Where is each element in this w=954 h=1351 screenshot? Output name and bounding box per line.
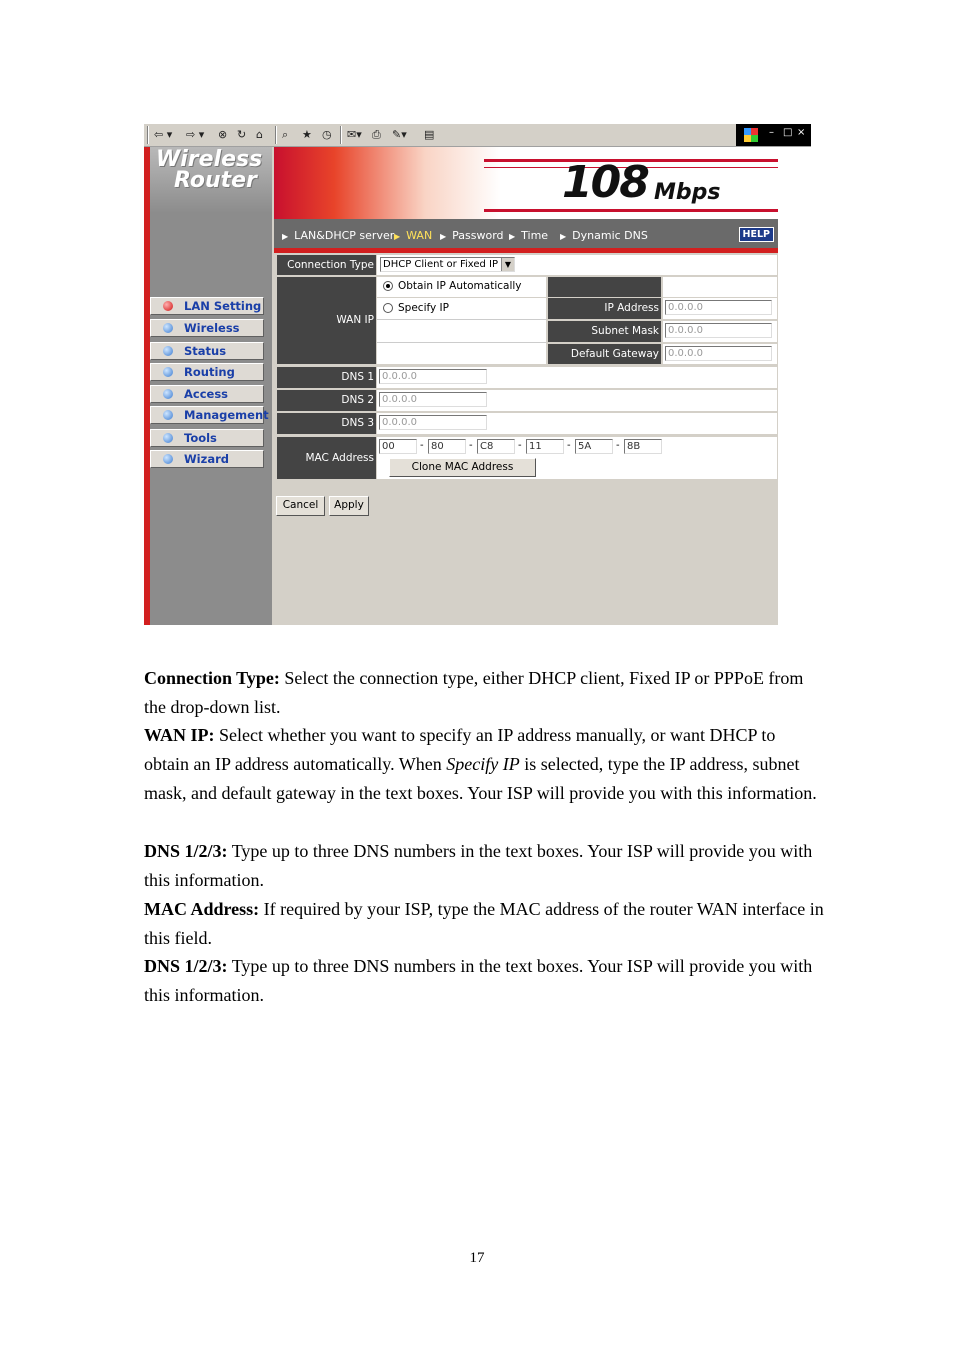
forward-button[interactable]: ⇨ ▾ xyxy=(186,128,205,141)
wan-ip-label: WAN IP xyxy=(277,277,376,364)
desc-wan-ip-b: is selected, type the IP address, subnet mask, and default gateway in the text boxes. Your ISP will provide you with this information. xyxy=(144,754,817,803)
desc-wan-ip-a: Select whether you want to specify an IP address manually, or want DHCP to obtain an IP address automatically. When xyxy=(144,725,776,774)
sidebar-item-access[interactable]: Access xyxy=(150,385,264,403)
history-icon[interactable]: ◷ xyxy=(322,128,332,141)
paragraph-connection-type xyxy=(144,664,824,722)
wan-ip-header xyxy=(548,277,661,297)
sidebar xyxy=(144,147,272,625)
term-connection-type: Connection Type: xyxy=(144,668,280,688)
sidebar-item-lan-setting[interactable]: LAN Setting xyxy=(150,297,264,315)
mac-separator: - xyxy=(420,440,424,451)
discuss-icon[interactable]: ▤ xyxy=(424,128,435,141)
gateway-label: Default Gateway xyxy=(548,344,661,364)
sidebar-item-tools[interactable]: Tools xyxy=(150,429,264,447)
windows-logo-icon xyxy=(744,128,758,142)
tab-password[interactable]: ▶ Password xyxy=(440,229,504,244)
ip-address-label: IP Address xyxy=(548,298,661,319)
dns3-label: DNS 3 xyxy=(277,413,376,434)
connection-type-select[interactable]: DHCP Client or Fixed IP ▼ xyxy=(380,257,515,272)
bullet-icon xyxy=(163,367,173,377)
clone-mac-button[interactable]: Clone MAC Address xyxy=(389,458,536,477)
specify-ip-emphasis: Specify IP xyxy=(446,754,520,774)
desc-mac-address: If required by your ISP, type the MAC address of the router WAN interface in this field. xyxy=(144,899,824,948)
subnet-mask-input[interactable]: 0.0.0.0 xyxy=(665,323,772,338)
mail-icon[interactable]: ✉▾ xyxy=(347,128,362,141)
bullet-icon xyxy=(163,323,173,333)
close-button[interactable]: × xyxy=(797,127,806,138)
help-button[interactable]: HELP xyxy=(739,227,774,242)
dns2-label: DNS 2 xyxy=(277,390,376,411)
minimize-button[interactable]: – xyxy=(769,127,774,138)
dns1-label: DNS 1 xyxy=(277,367,376,388)
tab-time[interactable]: ▶ Time xyxy=(509,229,548,244)
obtain-auto-label: Obtain IP Automatically xyxy=(398,280,522,292)
mac-separator: - xyxy=(469,440,473,451)
specify-ip-radio[interactable] xyxy=(383,303,393,313)
sidebar-item-status[interactable]: Status xyxy=(150,342,264,360)
mac-octet-5[interactable]: 5A xyxy=(575,439,613,454)
restore-button[interactable]: □ xyxy=(783,127,793,138)
mac-octet-1[interactable]: 00 xyxy=(379,439,417,454)
favorites-icon[interactable]: ★ xyxy=(302,128,312,141)
chevron-down-icon: ▼ xyxy=(501,258,514,271)
ip-address-input[interactable]: 0.0.0.0 xyxy=(665,300,772,315)
sidebar-item-wizard[interactable]: Wizard xyxy=(150,450,264,468)
paragraph-wan-ip xyxy=(144,721,824,808)
term-dns-repeat: DNS 1/2/3: xyxy=(144,956,228,976)
toolbar-separator xyxy=(340,126,342,144)
row-divider xyxy=(377,342,546,343)
logo-line2: Router xyxy=(174,168,257,193)
stop-icon[interactable]: ⊗ xyxy=(218,128,228,141)
bullet-icon xyxy=(163,454,173,464)
back-button[interactable]: ⇦ ▾ xyxy=(154,128,173,141)
mac-address-label: MAC Address xyxy=(277,437,376,479)
sidebar-item-routing[interactable]: Routing xyxy=(150,363,264,381)
obtain-auto-radio[interactable] xyxy=(383,281,393,291)
refresh-icon[interactable]: ↻ xyxy=(237,128,247,141)
paragraph-mac-address xyxy=(144,895,824,953)
search-icon[interactable]: ⌕ xyxy=(282,128,289,141)
banner xyxy=(274,147,778,219)
sidebar-item-wireless[interactable]: Wireless xyxy=(150,319,264,337)
edit-icon[interactable]: ✎▾ xyxy=(392,128,407,141)
row-divider xyxy=(377,319,546,320)
bullet-icon xyxy=(163,389,173,399)
mac-separator: - xyxy=(518,440,522,451)
subnet-mask-label: Subnet Mask xyxy=(548,321,661,342)
sidebar-item-management[interactable]: Management xyxy=(150,406,264,424)
page-number: 17 xyxy=(469,1250,485,1266)
tab-wan[interactable]: ▶ WAN xyxy=(394,229,432,244)
speed-unit: Mbps xyxy=(654,180,721,205)
dns2-input[interactable]: 0.0.0.0 xyxy=(379,392,487,407)
dns1-input[interactable]: 0.0.0.0 xyxy=(379,369,487,384)
paragraph-dns-repeat xyxy=(144,952,824,1010)
top-nav xyxy=(274,219,778,253)
term-dns: DNS 1/2/3: xyxy=(144,841,228,861)
term-wan-ip: WAN IP: xyxy=(144,725,215,745)
tab-lan-dhcp[interactable]: ▶ LAN&DHCP server xyxy=(282,229,394,244)
bullet-icon xyxy=(163,410,173,420)
print-icon[interactable]: ⎙ xyxy=(372,128,381,141)
apply-button[interactable]: Apply xyxy=(329,496,369,516)
logo-line1: Wireless xyxy=(156,147,263,172)
home-icon[interactable]: ⌂ xyxy=(256,128,263,141)
cancel-button[interactable]: Cancel xyxy=(276,496,325,516)
speed-number: 108 xyxy=(562,157,648,208)
term-mac-address: MAC Address: xyxy=(144,899,260,919)
mac-separator: - xyxy=(616,440,620,451)
window-controls xyxy=(736,124,811,146)
paragraph-dns xyxy=(144,837,824,895)
wan-ip-header-right xyxy=(663,277,777,297)
mac-octet-3[interactable]: C8 xyxy=(477,439,515,454)
desc-dns-repeat: Type up to three DNS numbers in the text boxes. Your ISP will provide you with this information. xyxy=(144,956,813,1005)
bullet-icon xyxy=(163,301,173,311)
desc-dns: Type up to three DNS numbers in the text boxes. Your ISP will provide you with this information. xyxy=(144,841,813,890)
toolbar-separator xyxy=(147,126,149,144)
mac-octet-6[interactable]: 8B xyxy=(624,439,662,454)
specify-ip-label: Specify IP xyxy=(398,302,449,314)
dns3-input[interactable]: 0.0.0.0 xyxy=(379,415,487,430)
bullet-icon xyxy=(163,433,173,443)
mac-separator: - xyxy=(567,440,571,451)
tab-dynamic-dns[interactable]: ▶ Dynamic DNS xyxy=(560,229,648,244)
bullet-icon xyxy=(163,346,173,356)
connection-type-label: Connection Type xyxy=(277,255,376,275)
browser-toolbar xyxy=(144,124,811,147)
mac-octet-2[interactable]: 80 xyxy=(428,439,466,454)
product-logo xyxy=(156,149,262,191)
mac-octet-4[interactable]: 11 xyxy=(526,439,564,454)
banner-stripe xyxy=(484,209,778,212)
toolbar-separator xyxy=(275,126,277,144)
desc-connection-type: Select the connection type, either DHCP client, Fixed IP or PPPoE from the drop-down list. xyxy=(144,668,804,717)
gateway-input[interactable]: 0.0.0.0 xyxy=(665,346,772,361)
